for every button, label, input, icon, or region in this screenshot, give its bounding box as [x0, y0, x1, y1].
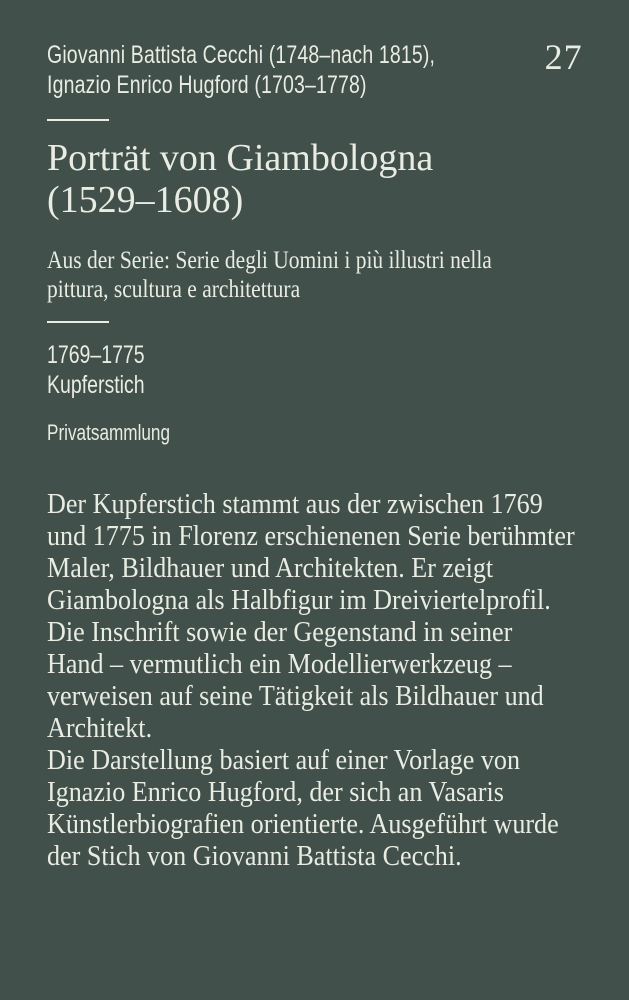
- artist-name-line-2: Ignazio Enrico Hugford (1703–1778): [47, 71, 367, 99]
- series-note-line-2: pittura, scultura e architettura: [47, 276, 301, 304]
- series-note: [47, 246, 507, 304]
- artist-names: [47, 40, 435, 100]
- artwork-title-line-1: Porträt von Giambologna: [47, 137, 434, 179]
- description-line: Der Kupferstich stammt aus der zwischen 1769: [47, 488, 543, 521]
- description-line: Maler, Bildhauer und Architekten. Er zeigt: [47, 552, 494, 585]
- description-line: Die Darstellung basiert auf einer Vorlage von: [47, 744, 521, 777]
- description-line: verweisen auf seine Tätigkeit als Bildhauer und: [47, 680, 544, 713]
- series-note-line-1: Aus der Serie: Serie degli Uomini i più illustri nella: [47, 247, 492, 275]
- divider-top: [47, 119, 109, 121]
- divider-middle: [47, 321, 109, 323]
- artwork-title: [47, 137, 582, 221]
- artist-name-line-1: Giovanni Battista Cecchi (1748–nach 1815),: [47, 41, 436, 69]
- collection: Privatsammlung: [47, 420, 171, 446]
- description-line: der Stich von Giovanni Battista Cecchi.: [47, 840, 462, 873]
- description-paragraph: [47, 488, 575, 873]
- description-line: Giambologna als Halbfigur im Dreiviertelprofil.: [47, 584, 551, 617]
- description-line: Die Inschrift sowie der Gegenstand in seiner: [47, 616, 513, 649]
- catalog-number: 27: [544, 37, 583, 77]
- description-line: Architekt.: [47, 712, 153, 745]
- description-line: und 1775 in Florenz erschienenen Serie berühmter: [47, 520, 575, 553]
- technique: Kupferstich: [47, 371, 145, 400]
- description-line: Hand – vermutlich ein Modellierwerkzeug –: [47, 648, 512, 681]
- description-line: Ignazio Enrico Hugford, der sich an Vasaris: [47, 776, 504, 809]
- label-header: [47, 37, 583, 100]
- artwork-meta: [47, 340, 464, 400]
- production-date: 1769–1775: [47, 341, 145, 370]
- artwork-title-dates: (1529–1608): [47, 179, 244, 221]
- description-line: Künstlerbiografien orientierte. Ausgeführt wurde: [47, 808, 559, 841]
